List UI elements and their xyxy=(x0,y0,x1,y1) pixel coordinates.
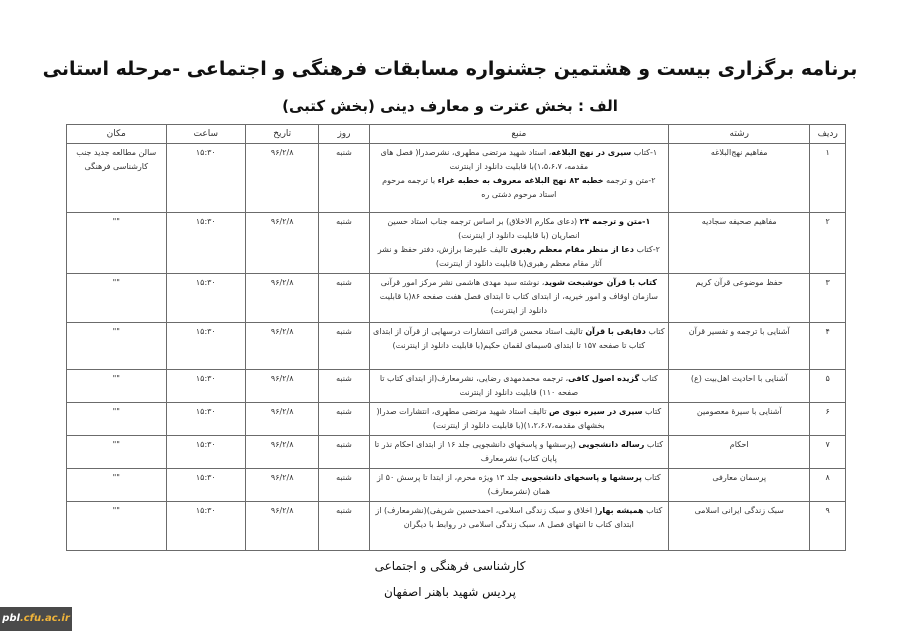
row-field: مفاهیم نهج‌البلاغه xyxy=(669,144,810,213)
row-index: ۹ xyxy=(810,502,846,551)
row-place: "" xyxy=(67,323,167,370)
row-index: ۳ xyxy=(810,274,846,323)
column-header-index: ردیف xyxy=(810,125,846,144)
source-item xyxy=(373,471,665,499)
row-time: ۱۵:۳۰ xyxy=(166,502,246,551)
row-time: ۱۵:۳۰ xyxy=(166,403,246,436)
source-text: با ترجمه مرحوم استاد مرحوم دشتی ره xyxy=(382,176,557,199)
watermark-domain: .cfu.ac.ir xyxy=(19,613,70,624)
footer-campus: پردیس شهید باهنر اصفهان xyxy=(383,585,517,599)
row-day: شنبه xyxy=(319,213,369,274)
table-row xyxy=(67,469,846,502)
row-place: "" xyxy=(67,370,167,403)
source-text: تالیف استاد محسن قرائتی انتشارات درسهایی از قرآن از ابتدای کتاب تا صفحه ۱۵۷ تا ابتدای ۵سیمای لقمان حکیم(با قابلیت دانلود از اینترنت) xyxy=(373,327,646,350)
source-text: کتاب xyxy=(643,506,663,515)
row-place: "" xyxy=(67,502,167,551)
row-date: ۹۶/۲/۸ xyxy=(246,370,319,403)
row-day: شنبه xyxy=(319,144,369,213)
source-book-title: خطبه ۸۳ نهج البلاغه معروف به خطبه غراء xyxy=(437,176,604,185)
source-text: ۱-کتاب xyxy=(631,148,658,157)
source-text: کتاب xyxy=(644,440,664,449)
table-row xyxy=(67,144,846,213)
row-source xyxy=(369,144,668,213)
row-date: ۹۶/۲/۸ xyxy=(246,144,319,213)
row-place: "" xyxy=(67,436,167,469)
row-time: ۱۵:۳۰ xyxy=(166,370,246,403)
source-book-title: دعا از منظر مقام معظم رهبری xyxy=(510,245,635,254)
source-text: تالیف علیرضا برازش، دفتر حفظ و نشر آثار مقام معظم رهبری(با قابلیت دانلود از اینترنت) xyxy=(377,245,602,268)
source-book-title: گزیده اصول کافی xyxy=(568,374,640,383)
source-book-title: سیری در سیره نبوی ص xyxy=(548,407,643,416)
row-day: شنبه xyxy=(319,436,369,469)
table-row xyxy=(67,403,846,436)
column-header-date: تاریخ xyxy=(246,125,319,144)
row-place: "" xyxy=(67,213,167,274)
row-field: آشنایی با سیرهٔ معصومین xyxy=(669,403,810,436)
footer-department: کارشناسی فرهنگی و اجتماعی xyxy=(374,559,526,573)
row-source xyxy=(369,213,668,274)
source-item xyxy=(373,215,665,243)
source-item xyxy=(373,405,665,433)
row-day: شنبه xyxy=(319,502,369,551)
source-text: ۲-متن و ترجمه xyxy=(603,176,656,185)
page-title: برنامه برگزاری بیست و هشتمین جشنواره مسابقات فرهنگی و اجتماعی -مرحله استانی xyxy=(42,58,858,80)
column-header-day: روز xyxy=(319,125,369,144)
row-time: ۱۵:۳۰ xyxy=(166,469,246,502)
source-text: (پرسشها و پاسخهای دانشجویی جلد ۱۶ از ابتدای احکام نذر تا پایان کتاب) نشرمعارف xyxy=(374,440,579,463)
row-source xyxy=(369,436,668,469)
row-source xyxy=(369,403,668,436)
source-text: تالیف استاد شهید مرتضی مطهری، انتشارات صدرا( بخشهای مقدمه،۱،۲،۶،۷)(با قابلیت دانلود از اینترنت) xyxy=(376,407,605,430)
row-place: "" xyxy=(67,403,167,436)
table-row xyxy=(67,502,846,551)
watermark-prefix: pbl xyxy=(2,613,20,624)
source-book-title: کتاب با قرآن خوشبخت شوید xyxy=(544,278,657,287)
row-index: ۶ xyxy=(810,403,846,436)
row-day: شنبه xyxy=(319,274,369,323)
row-date: ۹۶/۲/۸ xyxy=(246,213,319,274)
row-time: ۱۵:۳۰ xyxy=(166,274,246,323)
table-row xyxy=(67,370,846,403)
column-header-source: منبع xyxy=(369,125,668,144)
source-text: کتاب xyxy=(641,473,661,482)
row-day: شنبه xyxy=(319,403,369,436)
source-item xyxy=(373,243,665,271)
source-book-title: دقایقی با قرآن xyxy=(585,327,646,336)
source-text: (دعای مکارم الاخلاق) بر اساس ترجمه جناب استاد حسین انصاریان (با قابلیت دانلود از اینترنت) xyxy=(387,217,580,240)
source-item xyxy=(373,174,665,202)
row-field: احکام xyxy=(669,436,810,469)
source-text: ، ترجمه محمدمهدی رضایی، نشرمعارف(از ابتدای کتاب تا صفحه ۱۱۰) قابلیت دانلود از اینترنت xyxy=(379,374,579,397)
row-time: ۱۵:۳۰ xyxy=(166,323,246,370)
row-time: ۱۵:۳۰ xyxy=(166,436,246,469)
table-row xyxy=(67,436,846,469)
row-day: شنبه xyxy=(319,323,369,370)
row-day: شنبه xyxy=(319,370,369,403)
source-book-title: پرسشها و پاسخهای دانشجویی xyxy=(521,473,642,482)
row-index: ۱ xyxy=(810,144,846,213)
row-index: ۵ xyxy=(810,370,846,403)
table-row xyxy=(67,323,846,370)
table-row xyxy=(67,274,846,323)
row-date: ۹۶/۲/۸ xyxy=(246,323,319,370)
row-index: ۷ xyxy=(810,436,846,469)
source-item xyxy=(373,504,665,532)
source-text: جلد ۱۳ ویژه محرم، از ابتدا تا پرسش ۵۰ از همان (نشرمعارف) xyxy=(377,473,551,496)
source-item xyxy=(373,146,665,174)
table-header-row xyxy=(67,125,846,144)
source-text: ، نوشته سید مهدی هاشمی نشر مرکز امور قرآنی سازمان اوقاف و امور خیریه، از ابتدای کتاب تا ابتدای فصل هفت صفحه ۸۶(با قابلیت دانلود از اینترنت) xyxy=(379,278,658,315)
row-date: ۹۶/۲/۸ xyxy=(246,502,319,551)
source-text: ( اخلاق و سبک زندگی اسلامی، احمدحسین شریفی)(نشرمعارف) از ابتدای کتاب تا انتهای فصل ۸، سبک زندگی اسلامی در روابط با دیگران xyxy=(375,506,634,529)
row-index: ۸ xyxy=(810,469,846,502)
row-source xyxy=(369,370,668,403)
column-header-time: ساعت xyxy=(166,125,246,144)
page-subtitle: الف : بخش عترت و معارف دینی (بخش کتبی) xyxy=(282,97,618,115)
row-source xyxy=(369,323,668,370)
source-text: کتاب xyxy=(642,407,662,416)
row-day: شنبه xyxy=(319,469,369,502)
row-date: ۹۶/۲/۸ xyxy=(246,436,319,469)
source-text: ، استاد شهید مرتضی مطهری، نشرصدرا( فصل های مقدمه، ۱،۵،۶،۷)با قابلیت دانلود از اینترنت xyxy=(380,148,589,171)
source-book-title: رساله دانشجویی xyxy=(578,440,645,449)
source-book-title: ۱-متن و ترجمه ۲۴ xyxy=(579,217,651,226)
source-text: کتاب xyxy=(639,374,658,383)
row-source xyxy=(369,274,668,323)
row-place: "" xyxy=(67,274,167,323)
site-watermark xyxy=(0,607,72,631)
row-field: آشنایی با ترجمه و تفسیر قرآن xyxy=(669,323,810,370)
source-book-title: همیشه بهار xyxy=(597,506,644,515)
row-date: ۹۶/۲/۸ xyxy=(246,274,319,323)
column-header-field: رشته xyxy=(669,125,810,144)
source-text: کتاب xyxy=(645,327,665,336)
row-field: آشنایی با احادیث اهل‌بیت (ع) xyxy=(669,370,810,403)
row-index: ۴ xyxy=(810,323,846,370)
source-book-title: سیری در نهج البلاغه xyxy=(551,148,632,157)
column-header-place: مکان xyxy=(67,125,167,144)
row-field: پرسمان معارفی xyxy=(669,469,810,502)
table-row xyxy=(67,213,846,274)
source-item xyxy=(373,325,665,353)
row-date: ۹۶/۲/۸ xyxy=(246,403,319,436)
source-item xyxy=(373,438,665,466)
row-field: حفظ موضوعی قرآن کریم xyxy=(669,274,810,323)
row-date: ۹۶/۲/۸ xyxy=(246,469,319,502)
row-place: سالن مطالعه جدید جنب کارشناسی فرهنگی xyxy=(67,144,167,213)
row-time: ۱۵:۳۰ xyxy=(166,213,246,274)
source-item xyxy=(373,276,665,318)
row-field: سبک زندگی ایرانی اسلامی xyxy=(669,502,810,551)
row-source xyxy=(369,502,668,551)
row-place: "" xyxy=(67,469,167,502)
row-source xyxy=(369,469,668,502)
source-text: ۲-کتاب xyxy=(634,245,660,254)
row-time: ۱۵:۳۰ xyxy=(166,144,246,213)
row-field: مفاهیم صحیفه سجادیه xyxy=(669,213,810,274)
schedule-table xyxy=(66,124,846,551)
source-item xyxy=(373,372,665,400)
row-index: ۲ xyxy=(810,213,846,274)
